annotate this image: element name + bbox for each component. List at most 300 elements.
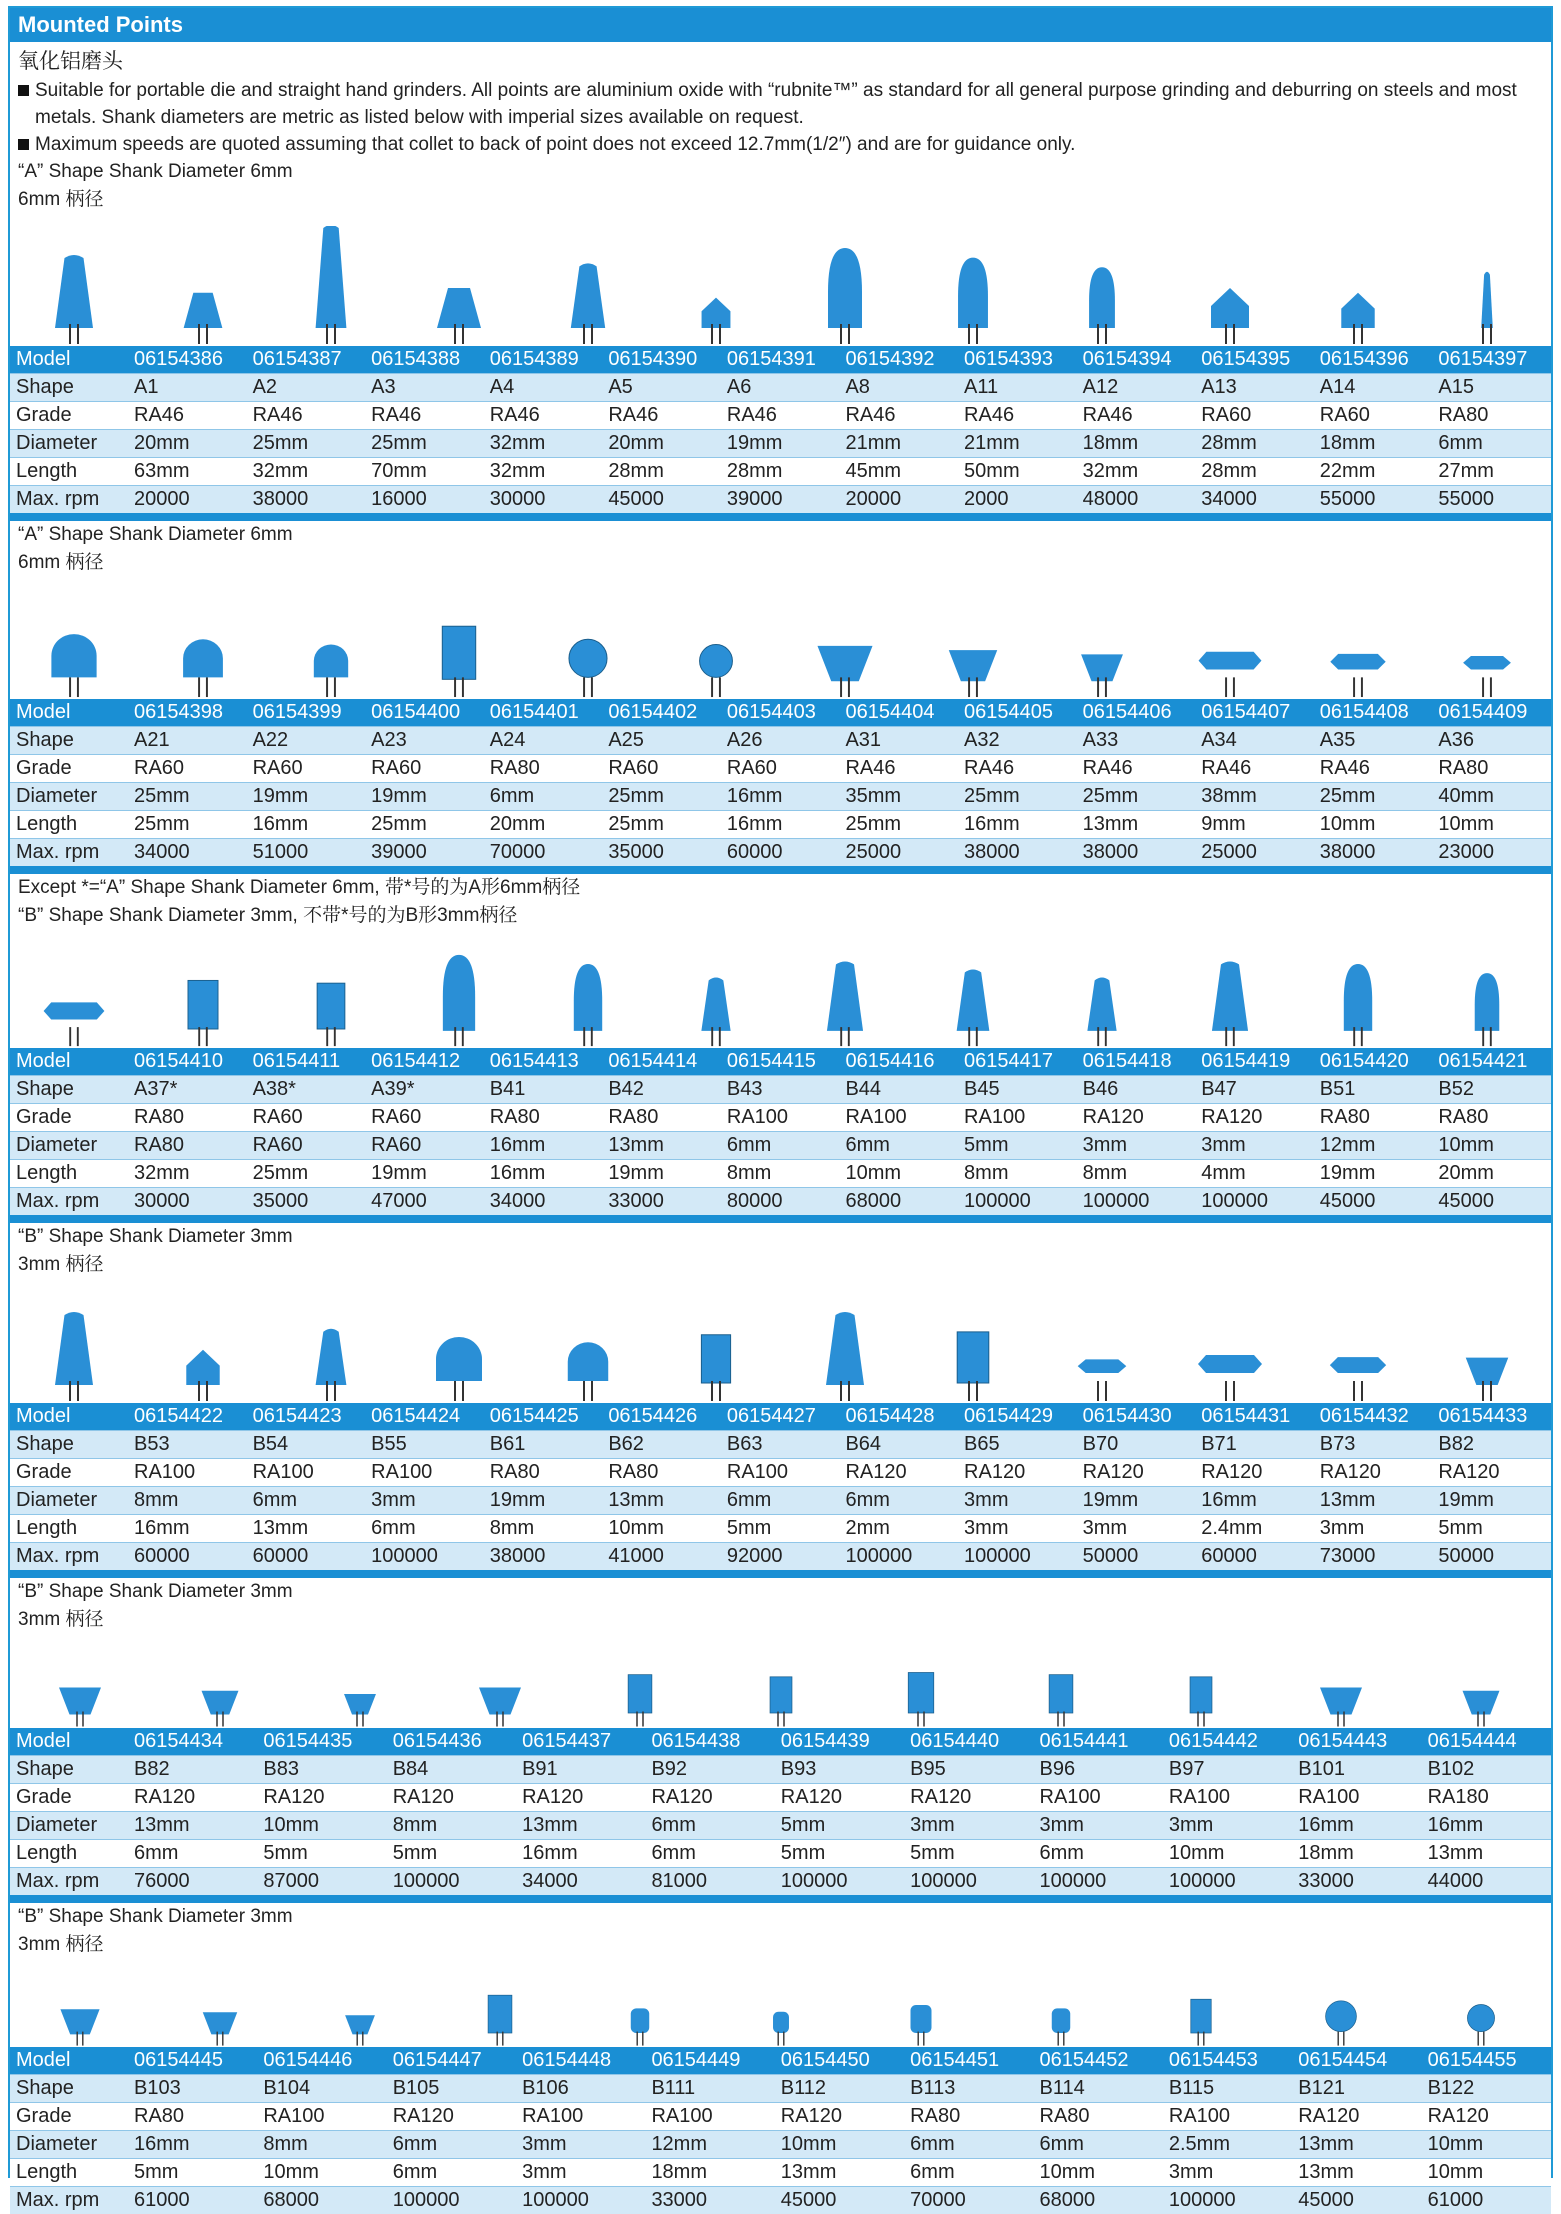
table-cell: A36 <box>1432 727 1551 755</box>
table-cell: RA80 <box>602 1104 721 1132</box>
shape-images <box>10 1634 1551 1728</box>
table-cell: B70 <box>1077 1431 1196 1459</box>
table-cell: 06154407 <box>1195 699 1314 727</box>
table-cell: B91 <box>516 1756 645 1784</box>
B42-bullet-icon <box>524 930 652 1048</box>
section-divider <box>10 1570 1551 1578</box>
B96-cylinder-icon <box>991 1634 1131 1728</box>
table-cell: 8mm <box>128 1487 247 1515</box>
table-cell: RA46 <box>365 402 484 430</box>
A6-hexagon-icon <box>681 226 751 346</box>
table-cell: 06154439 <box>775 1728 904 1756</box>
table-cell: 06154412 <box>365 1048 484 1076</box>
B103-cup-icon <box>10 1959 150 2047</box>
A39-cylinder-icon <box>267 930 395 1048</box>
table-cell: 16mm <box>1292 1812 1421 1840</box>
table-cell: RA120 <box>1314 1459 1433 1487</box>
table-cell: RA46 <box>484 402 603 430</box>
section-3 <box>10 866 1551 1215</box>
table-cell: 45000 <box>775 2187 904 2214</box>
table-cell: RA46 <box>839 402 958 430</box>
table-cell: RA80 <box>1432 402 1551 430</box>
table-cell: 16mm <box>484 1160 603 1188</box>
table-cell: 06154419 <box>1195 1048 1314 1076</box>
table-cell: RA120 <box>1195 1459 1314 1487</box>
table-cell: RA100 <box>1034 1784 1163 1812</box>
table-cell: RA80 <box>128 2103 257 2131</box>
table-cell: 33000 <box>645 2187 774 2214</box>
table-cell: A2 <box>247 374 366 402</box>
section-heading: “A” Shape Shank Diameter 6mm <box>10 521 1551 549</box>
table-cell: 06154414 <box>602 1048 721 1076</box>
spec-table <box>10 346 1551 513</box>
B61-mushroom-icon <box>395 1279 523 1403</box>
table-cell: 100000 <box>1077 1188 1196 1216</box>
table-cell: 32mm <box>484 458 603 486</box>
spec-row-models <box>10 346 1551 374</box>
table-cell: 06154447 <box>387 2047 516 2075</box>
table-cell: 25000 <box>839 839 958 867</box>
A26-ball-icon <box>681 581 751 699</box>
table-cell: 6mm <box>387 2159 516 2187</box>
table-cell: RA80 <box>1034 2103 1163 2131</box>
A36-disc-icon <box>1452 581 1522 699</box>
table-cell: A25 <box>602 727 721 755</box>
A14-hexagon-icon <box>1323 226 1393 346</box>
table-cell: 5mm <box>775 1812 904 1840</box>
spec-row-length <box>10 2159 1551 2187</box>
table-cell: 50000 <box>1432 1543 1551 1571</box>
table-cell: 33000 <box>602 1188 721 1216</box>
table-cell: 18mm <box>645 2159 774 2187</box>
section-heading: “B” Shape Shank Diameter 3mm, 不带*号的为B形3mm柄径 <box>10 902 1551 930</box>
table-cell: 38000 <box>484 1543 603 1571</box>
spec-row-shape <box>10 1431 1551 1459</box>
table-cell: RA46 <box>1077 755 1196 783</box>
table-cell: B122 <box>1422 2075 1551 2103</box>
table-cell: 06154417 <box>958 1048 1077 1076</box>
table-cell: RA80 <box>128 1104 247 1132</box>
B64-cone-icon <box>810 1283 880 1403</box>
spec-row-grade <box>10 755 1551 783</box>
table-cell: 06154399 <box>247 699 366 727</box>
table-cell: RA100 <box>257 2103 386 2131</box>
table-cell: B64 <box>839 1431 958 1459</box>
table-cell: 44000 <box>1422 1868 1551 1896</box>
row-label: Model <box>10 1403 128 1431</box>
table-cell: B51 <box>1314 1076 1433 1104</box>
table-cell: 06154423 <box>247 1403 366 1431</box>
A25-ball-icon <box>553 581 623 699</box>
B42-bullet-icon <box>553 934 623 1048</box>
table-cell: 13mm <box>1422 1840 1551 1868</box>
row-label: Grade <box>10 2103 128 2131</box>
table-cell: 06154433 <box>1432 1403 1551 1431</box>
table-cell: 73000 <box>1314 1543 1433 1571</box>
table-cell: 40mm <box>1432 783 1551 811</box>
table-cell: A5 <box>602 374 721 402</box>
spec-row-rpm <box>10 486 1551 514</box>
spec-table <box>10 1728 1551 1895</box>
table-cell: RA120 <box>958 1459 1077 1487</box>
table-cell: B62 <box>602 1431 721 1459</box>
table-cell: 18mm <box>1077 430 1196 458</box>
table-cell: 3mm <box>958 1515 1077 1543</box>
table-cell: 06154449 <box>645 2047 774 2075</box>
table-cell: 19mm <box>247 783 366 811</box>
table-cell: 06154389 <box>484 346 603 374</box>
table-cell: 20mm <box>484 811 603 839</box>
section-divider <box>10 513 1551 521</box>
table-cell: 3mm <box>365 1487 484 1515</box>
section-5 <box>10 1570 1551 1895</box>
table-cell: RA60 <box>247 755 366 783</box>
A39-cylinder-icon <box>296 934 366 1048</box>
table-cell: 25mm <box>128 783 247 811</box>
table-cell: RA120 <box>257 1784 386 1812</box>
table-cell: 06154418 <box>1077 1048 1196 1076</box>
B112-barrel-icon <box>746 1963 816 2047</box>
table-cell: 06154406 <box>1077 699 1196 727</box>
B122-ball-icon <box>1411 1959 1551 2047</box>
table-cell: 6mm <box>721 1487 840 1515</box>
table-cell: 6mm <box>904 2159 1033 2187</box>
table-cell: 100000 <box>775 1868 904 1896</box>
table-cell: 45000 <box>1292 2187 1421 2214</box>
table-cell: 45mm <box>839 458 958 486</box>
spec-row-grade <box>10 1104 1551 1132</box>
A2-trapezoid-icon <box>138 214 266 346</box>
table-cell: 38000 <box>1077 839 1196 867</box>
table-cell: B45 <box>958 1076 1077 1104</box>
bullet-2 <box>18 131 1543 158</box>
row-label: Model <box>10 346 128 374</box>
B82-cup-icon <box>1423 1279 1551 1403</box>
row-label: Length <box>10 2159 128 2187</box>
table-cell: 25mm <box>602 783 721 811</box>
A8-bullet-icon <box>810 226 880 346</box>
table-cell: 3mm <box>1163 2159 1292 2187</box>
B47-cone-icon <box>1166 930 1294 1048</box>
subtitle-cn: 氧化铝磨头 <box>18 48 1543 75</box>
table-cell: A39* <box>365 1076 484 1104</box>
table-cell: 06154451 <box>904 2047 1033 2075</box>
B113-barrel-icon <box>851 1959 991 2047</box>
B114-barrel-icon <box>991 1959 1131 2047</box>
table-cell: RA100 <box>1163 2103 1292 2131</box>
A11-bullet-icon <box>938 226 1008 346</box>
table-cell: 32mm <box>484 430 603 458</box>
B93-cylinder-icon <box>746 1638 816 1728</box>
table-cell: B84 <box>387 1756 516 1784</box>
B51-spindle-icon <box>1323 934 1393 1048</box>
table-cell: 06154386 <box>128 346 247 374</box>
row-label: Diameter <box>10 783 128 811</box>
table-cell: 60000 <box>1195 1543 1314 1571</box>
table-cell: 10mm <box>1163 1840 1292 1868</box>
table-cell: 06154441 <box>1034 1728 1163 1756</box>
row-label: Shape <box>10 1076 128 1104</box>
table-cell: RA100 <box>1163 1784 1292 1812</box>
table-cell: 87000 <box>257 1868 386 1896</box>
B97-cylinder-icon <box>1131 1634 1271 1728</box>
row-label: Diameter <box>10 1132 128 1160</box>
spec-row-models <box>10 699 1551 727</box>
table-cell: 13mm <box>128 1812 257 1840</box>
B112-barrel-icon <box>710 1959 850 2047</box>
table-cell: RA120 <box>128 1784 257 1812</box>
table-cell: B82 <box>128 1756 257 1784</box>
table-cell: 06154390 <box>602 346 721 374</box>
table-cell: 50mm <box>958 458 1077 486</box>
table-cell: RA46 <box>1195 755 1314 783</box>
table-cell: 3mm <box>516 2131 645 2159</box>
row-label: Grade <box>10 1784 128 1812</box>
table-cell: 20000 <box>128 486 247 514</box>
table-cell: RA60 <box>721 755 840 783</box>
spec-row-shape <box>10 2075 1551 2103</box>
row-label: Shape <box>10 727 128 755</box>
table-cell: RA60 <box>365 1104 484 1132</box>
table-cell: 35000 <box>602 839 721 867</box>
B70-umbrella-icon <box>1037 1279 1165 1403</box>
table-cell: 13mm <box>516 1812 645 1840</box>
table-cell: 55000 <box>1432 486 1551 514</box>
table-cell: RA46 <box>958 402 1077 430</box>
B97-cylinder-icon <box>1166 1638 1236 1728</box>
table-cell: 68000 <box>1034 2187 1163 2214</box>
table-cell: 13mm <box>1314 1487 1433 1515</box>
table-cell: 100000 <box>904 1868 1033 1896</box>
spec-row-shape <box>10 1076 1551 1104</box>
table-cell: B53 <box>128 1431 247 1459</box>
table-cell: 20mm <box>602 430 721 458</box>
table-cell: B44 <box>839 1076 958 1104</box>
table-cell: 6mm <box>1034 1840 1163 1868</box>
table-cell: 41000 <box>602 1543 721 1571</box>
table-cell: 06154416 <box>839 1048 958 1076</box>
B92-cylinder-icon <box>570 1634 710 1728</box>
table-cell: 06154453 <box>1163 2047 1292 2075</box>
table-cell: RA180 <box>1422 1784 1551 1812</box>
table-cell: 9mm <box>1195 811 1314 839</box>
table-cell: 06154436 <box>387 1728 516 1756</box>
table-cell: 06154424 <box>365 1403 484 1431</box>
section-1 <box>10 158 1551 513</box>
section-4 <box>10 1215 1551 1570</box>
B115-cylinder-icon <box>1131 1959 1271 2047</box>
table-cell: RA80 <box>904 2103 1033 2131</box>
table-cell: 38mm <box>1195 783 1314 811</box>
spec-row-rpm <box>10 1188 1551 1216</box>
B84-cup-icon <box>290 1634 430 1728</box>
table-cell: 19mm <box>1314 1160 1433 1188</box>
table-cell: A31 <box>839 727 958 755</box>
table-cell: B112 <box>775 2075 904 2103</box>
A3-tall-cone-icon <box>296 226 366 346</box>
spec-row-diameter <box>10 783 1551 811</box>
table-cell: A1 <box>128 374 247 402</box>
table-cell: 16mm <box>484 1132 603 1160</box>
table-cell: 16000 <box>365 486 484 514</box>
table-cell: 19mm <box>1432 1487 1551 1515</box>
table-cell: 10mm <box>775 2131 904 2159</box>
B121-ball-icon <box>1306 1963 1376 2047</box>
B106-cylinder-icon <box>465 1963 535 2047</box>
table-cell: 06154429 <box>958 1403 1077 1431</box>
table-cell: 06154398 <box>128 699 247 727</box>
table-cell: B41 <box>484 1076 603 1104</box>
table-cell: 5mm <box>721 1515 840 1543</box>
spec-table <box>10 1403 1551 1570</box>
table-cell: 6mm <box>839 1487 958 1515</box>
table-cell: 8mm <box>387 1812 516 1840</box>
section-divider <box>10 1895 1551 1903</box>
table-cell: A32 <box>958 727 1077 755</box>
table-cell: RA60 <box>365 755 484 783</box>
section-heading: Except *=“A” Shape Shank Diameter 6mm, 带*号的为A形6mm柄径 <box>10 874 1551 902</box>
table-cell: 80000 <box>721 1188 840 1216</box>
B51-spindle-icon <box>1294 930 1422 1048</box>
table-cell: RA80 <box>1432 1104 1551 1132</box>
B52-bullet-icon <box>1452 934 1522 1048</box>
table-cell: 16mm <box>721 783 840 811</box>
table-cell: 92000 <box>721 1543 840 1571</box>
table-cell: 06154402 <box>602 699 721 727</box>
table-cell: B52 <box>1432 1076 1551 1104</box>
table-cell: 68000 <box>839 1188 958 1216</box>
row-label: Grade <box>10 755 128 783</box>
table-cell: 25mm <box>365 430 484 458</box>
A8-bullet-icon <box>781 214 909 346</box>
table-cell: 8mm <box>1077 1160 1196 1188</box>
table-cell: 8mm <box>721 1160 840 1188</box>
table-cell: 25mm <box>247 1160 366 1188</box>
bullet-square-icon <box>18 139 29 150</box>
table-cell: 34000 <box>516 1868 645 1896</box>
table-cell: 06154391 <box>721 346 840 374</box>
A35-disc-icon <box>1294 577 1422 699</box>
table-cell: 06154427 <box>721 1403 840 1431</box>
table-cell: 06154442 <box>1163 1728 1292 1756</box>
table-cell: 06154396 <box>1314 346 1433 374</box>
table-cell: 35000 <box>247 1188 366 1216</box>
B102-cup-icon <box>1446 1638 1516 1728</box>
B53-cone-icon <box>10 1279 138 1403</box>
table-cell: 35mm <box>839 783 958 811</box>
table-cell: B63 <box>721 1431 840 1459</box>
A32-cup-icon <box>909 577 1037 699</box>
spec-row-rpm <box>10 2187 1551 2214</box>
table-cell: RA120 <box>1292 2103 1421 2131</box>
table-cell: A8 <box>839 374 958 402</box>
table-cell: RA120 <box>1077 1459 1196 1487</box>
B92-cylinder-icon <box>605 1638 675 1728</box>
A15-slim-cone-icon <box>1452 226 1522 346</box>
B55-cone-icon <box>296 1283 366 1403</box>
table-cell: 76000 <box>128 1868 257 1896</box>
B121-ball-icon <box>1271 1959 1411 2047</box>
table-cell: B105 <box>387 2075 516 2103</box>
table-cell: RA60 <box>602 755 721 783</box>
A11-bullet-icon <box>909 214 1037 346</box>
table-cell: 10mm <box>1314 811 1433 839</box>
spec-row-models <box>10 1048 1551 1076</box>
B45-cone-icon <box>938 934 1008 1048</box>
table-cell: B71 <box>1195 1431 1314 1459</box>
row-label: Length <box>10 1515 128 1543</box>
table-cell: RA100 <box>247 1459 366 1487</box>
table-cell: 20mm <box>128 430 247 458</box>
table-cell: RA120 <box>387 1784 516 1812</box>
table-cell: 22mm <box>1314 458 1433 486</box>
A38-cylinder-icon <box>168 934 238 1048</box>
A1-cone-icon <box>10 214 138 346</box>
table-cell: RA120 <box>1195 1104 1314 1132</box>
A33-cup-icon <box>1037 577 1165 699</box>
B111-barrel-icon <box>605 1963 675 2047</box>
B73-umbrella-icon <box>1294 1279 1422 1403</box>
table-cell: 6mm <box>1432 430 1551 458</box>
table-cell: 28mm <box>721 458 840 486</box>
spec-row-length <box>10 1515 1551 1543</box>
table-cell: 13mm <box>602 1132 721 1160</box>
table-cell: RA46 <box>602 402 721 430</box>
table-cell: 50000 <box>1077 1543 1196 1571</box>
table-cell: 28mm <box>1195 430 1314 458</box>
section-heading: 6mm 柄径 <box>10 186 1551 214</box>
table-cell: RA80 <box>484 1459 603 1487</box>
A31-cup-icon <box>781 577 909 699</box>
spec-row-grade <box>10 1784 1551 1812</box>
table-cell: 06154388 <box>365 346 484 374</box>
section-heading: “A” Shape Shank Diameter 6mm <box>10 158 1551 186</box>
table-cell: 2.5mm <box>1163 2131 1292 2159</box>
spec-row-grade <box>10 2103 1551 2131</box>
table-cell: RA100 <box>365 1459 484 1487</box>
table-cell: 34000 <box>1195 486 1314 514</box>
table-cell: 5mm <box>958 1132 1077 1160</box>
B41-bullet-icon <box>395 930 523 1048</box>
table-cell: 6mm <box>247 1487 366 1515</box>
table-cell: B114 <box>1034 2075 1163 2103</box>
section-divider <box>10 1215 1551 1223</box>
A36-disc-icon <box>1423 577 1551 699</box>
table-cell: A24 <box>484 727 603 755</box>
table-cell: 16mm <box>721 811 840 839</box>
table-cell: B82 <box>1432 1431 1551 1459</box>
A12-bullet-icon <box>1067 226 1137 346</box>
table-cell: B96 <box>1034 1756 1163 1784</box>
table-cell: RA80 <box>484 1104 603 1132</box>
B65-cylinder-icon <box>909 1279 1037 1403</box>
shape-images <box>10 930 1551 1048</box>
table-cell: RA60 <box>1195 402 1314 430</box>
row-label: Max. rpm <box>10 2187 128 2214</box>
table-cell: 06154409 <box>1432 699 1551 727</box>
A1-cone-icon <box>39 226 109 346</box>
table-cell: 5mm <box>128 2159 257 2187</box>
table-cell: 12mm <box>1314 1132 1433 1160</box>
table-cell: 100000 <box>958 1543 1077 1571</box>
table-cell: 5mm <box>257 1840 386 1868</box>
section-heading: “B” Shape Shank Diameter 3mm <box>10 1578 1551 1606</box>
table-cell: 10mm <box>257 1812 386 1840</box>
B44-cone-icon <box>810 934 880 1048</box>
row-label: Model <box>10 2047 128 2075</box>
table-cell: 06154400 <box>365 699 484 727</box>
table-cell: 5mm <box>775 1840 904 1868</box>
